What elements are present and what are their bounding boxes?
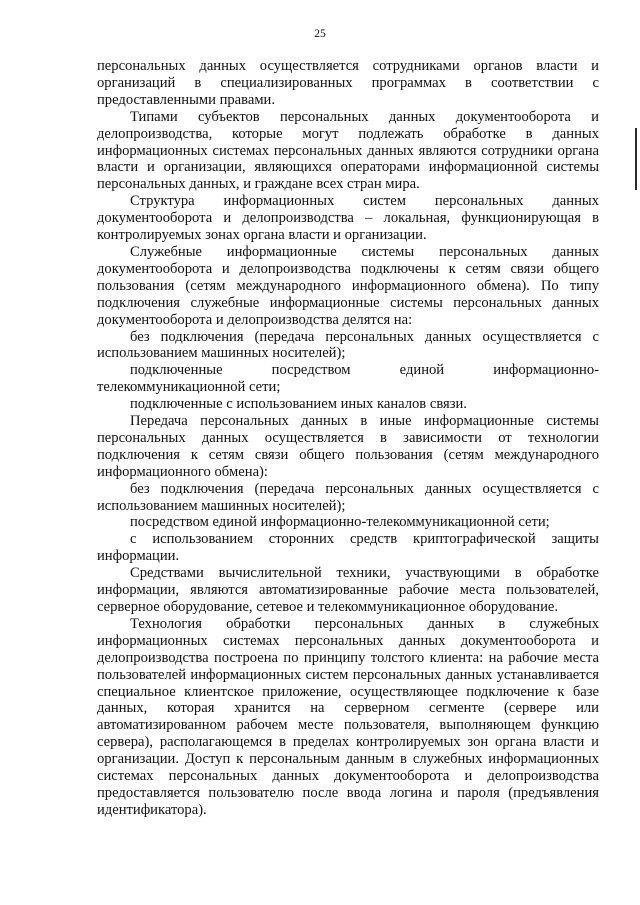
- list-item-other-channels: подключенные с использованием иных каналов связи.: [130, 396, 467, 413]
- paragraph-computing-facilities: Средствами вычислительной техники, участвующими в обработке информации, являются автоматизированные рабочие места пользователей, серверное оборудование, сетевое и телекоммуникационное оборудование.: [97, 565, 599, 615]
- paragraph-continuation: персональных данных осуществляется сотрудниками органов власти и организаций в специализированных программах в соответствии с предоставленными правами.: [97, 58, 599, 108]
- paragraph-network-connection: Служебные информационные системы персональных данных документооборота и делопроизводства подключены к сетям связи общего пользования (сетям международного информационного обмена). По типу подключения служебные информационные системы персональных данных документооборота и делопроизводства делятся на:: [97, 243, 599, 328]
- document-body: [97, 58, 599, 819]
- list-item-no-connection: без подключения (передача персональных данных осуществляется с использованием машинных носителей);: [97, 328, 599, 362]
- paragraph-data-transfer: Передача персональных данных в иные информационные системы персональных данных осуществляется в зависимости от технологии подключения к сетям связи общего пользования (сетям международного информационного обмена):: [97, 413, 599, 480]
- page-number: 25: [314, 28, 326, 40]
- list-item-transfer-unified-network: посредством единой информационно-телекоммуникационной сети;: [130, 514, 550, 531]
- paragraph-processing-technology: Технология обработки персональных данных в служебных информационных системах персональных данных документооборота и делопроизводства построена по принципу толстого клиента: на рабочие места пользователей информационных систем персональных данных устанавливается специальное клиентское приложение, осуществляющее подключение к базе данных, которая хранится на серверном сегменте (сервере или автоматизированном рабочем месте пользователя, выполняющем функцию сервера), располагающемся в пределах контролируемых зон органа власти и организации. Доступ к персональным данным в служебных информационных системах персональных данных документооборота и делопроизводства предоставляется пользователю после ввода логина и пароля (предъявления идентификатора).: [97, 615, 599, 818]
- list-item-transfer-no-connection: без подключения (передача персональных данных осуществляется с использованием машинных носителей);: [97, 480, 599, 514]
- scan-edge-mark: [635, 128, 637, 190]
- list-item-transfer-crypto: с использованием сторонних средств криптографической защиты информации.: [97, 531, 599, 565]
- paragraph-subject-types: Типами субъектов персональных данных документооборота и делопроизводства, которые могут подлежать обработке в данных информационных системах персональных данных являются сотрудники органа власти и организации, являющихся операторами информационной системы персональных данных, и граждане всех стран мира.: [97, 108, 599, 193]
- paragraph-structure: Структура информационных систем персональных данных документооборота и делопроизводства – локальная, функционирующая в контролируемых зонах органа власти и организации.: [97, 193, 599, 244]
- list-item-unified-network: подключенные посредством единой информационно-телекоммуникационной сети;: [97, 362, 599, 396]
